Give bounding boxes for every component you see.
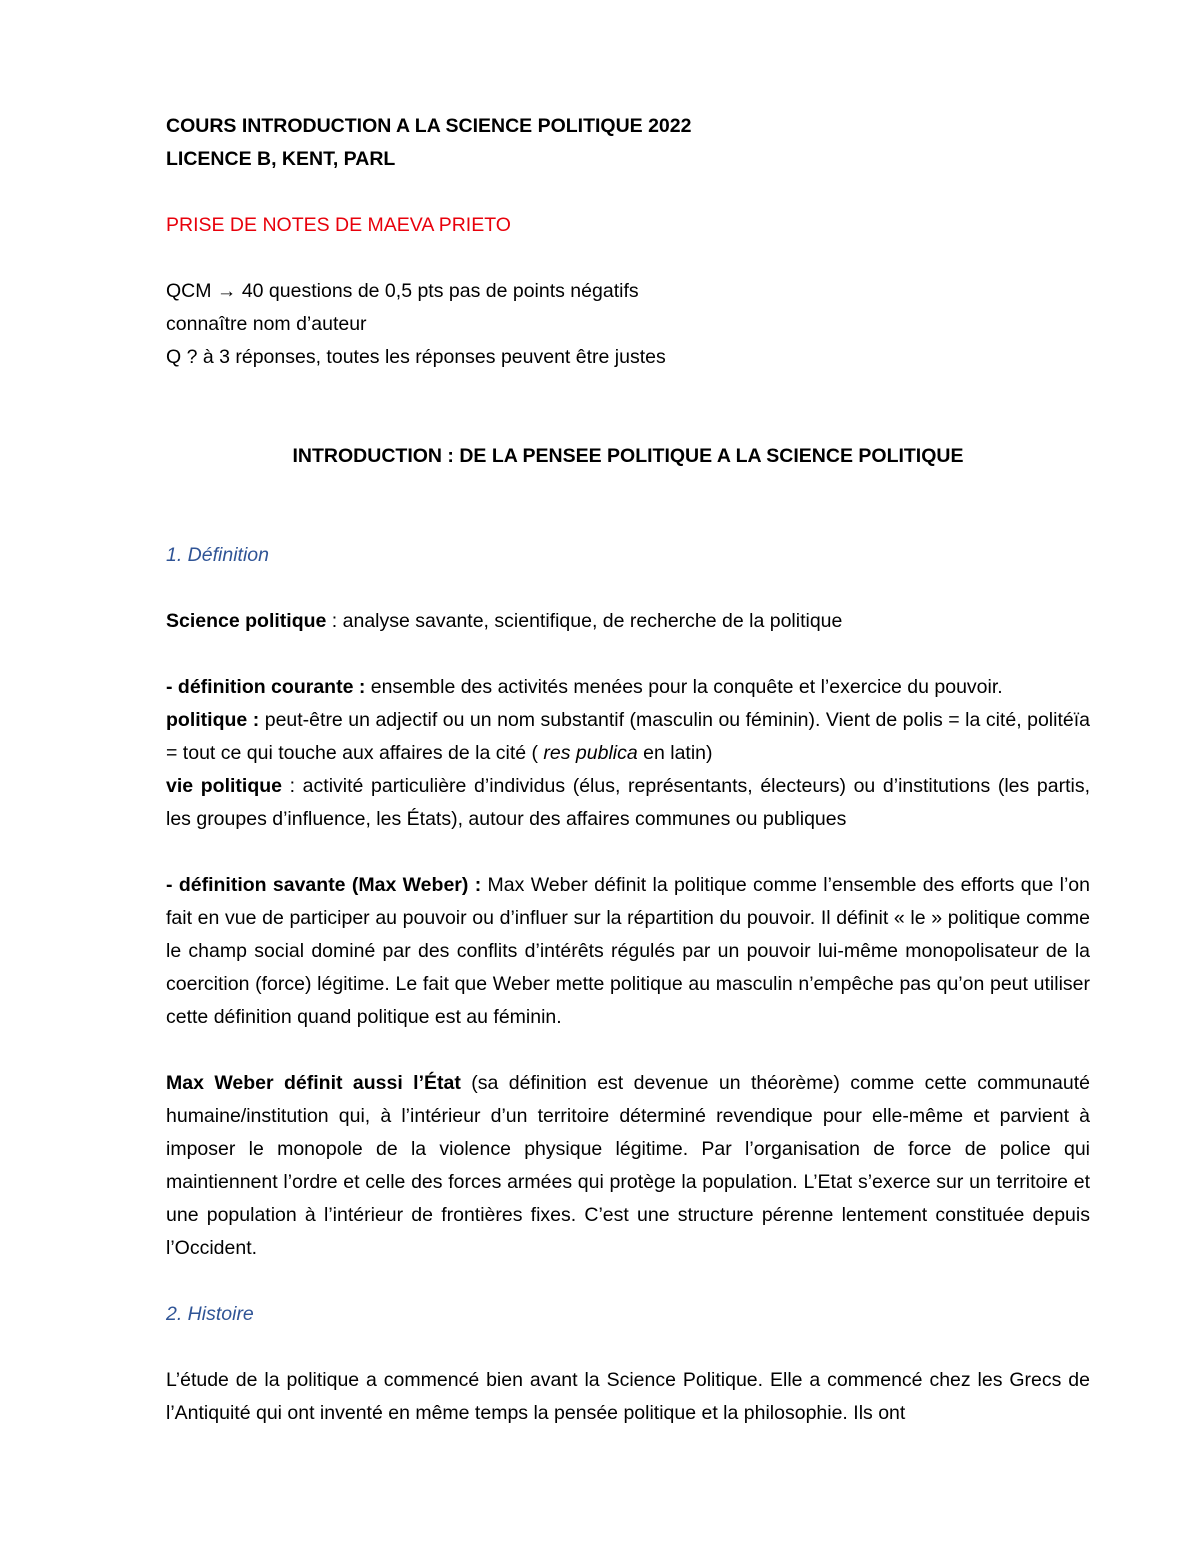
- res-publica-term: res publica: [543, 742, 638, 764]
- politique-term: politique :: [166, 709, 260, 731]
- definition-courante-paragraph: [166, 671, 1090, 836]
- course-title: COURS INTRODUCTION A LA SCIENCE POLITIQUE 2022: [166, 115, 692, 137]
- notes-author-line: PRISE DE NOTES DE MAEVA PRIETO: [166, 214, 511, 236]
- section-heading-histoire: 2. Histoire: [166, 1303, 254, 1325]
- introduction-title: INTRODUCTION : DE LA PENSEE POLITIQUE A LA SCIENCE POLITIQUE: [292, 445, 964, 467]
- exam-line-3: Q ? à 3 réponses, toutes les réponses peuvent être justes: [166, 346, 666, 368]
- histoire-paragraph: L’étude de la politique a commencé bien avant la Science Politique. Elle a commencé chez les Grecs de l’Antiquité qui ont inventé en même temps la pensée politique et la philosophie. Ils ont: [166, 1369, 1090, 1424]
- politique-definition-a: peut-être un adjectif ou un nom substantif (masculin ou féminin). Vient de polis = la cité, politéïa = tout ce qui touche aux affaires de la cité (: [166, 709, 1090, 764]
- politique-definition-b: en latin): [637, 742, 713, 764]
- science-politique-term: Science politique: [166, 610, 327, 632]
- definition-courante-term: - définition courante :: [166, 676, 366, 698]
- etat-paragraph: [166, 1067, 1090, 1265]
- vie-politique-term: vie politique: [166, 775, 282, 797]
- exam-line-1: QCM → 40 questions de 0,5 pts pas de points négatifs: [166, 280, 639, 302]
- definition-savante-text: Max Weber définit la politique comme l’ensemble des efforts que l’on fait en vue de participer au pouvoir ou d’influer sur la répartition du pouvoir. Il définit « le » politique comme le champ social dominé par des conflits d’intérêts régulés par un pouvoir lui-même monopolisateur de la coercition (force) légitime. Le fait que Weber mette politique au masculin n’empêche pas qu’on peut utiliser cette définition quand politique est au féminin.: [166, 874, 1090, 1028]
- course-subtitle: LICENCE B, KENT, PARL: [166, 148, 396, 170]
- etat-definition: (sa définition est devenue un théorème) comme cette communauté humaine/institution qui, à l’intérieur d’un territoire déterminé revendique pour elle-même et parvient à imposer le monopole de la violence physique légitime. Par l’organisation de force de police qui maintiennent l’ordre et celle des forces armées qui protège la population. L’Etat s’exerce sur un territoire et une population à l’intérieur de frontières fixes. C’est une structure pérenne lentement constituée depuis l’Occident.: [166, 1072, 1090, 1259]
- section-heading-definition: 1. Définition: [166, 544, 269, 566]
- vie-politique-definition: : activité particulière d’individus (élus, représentants, électeurs) ou d’institutions (les partis, les groupes d’influence, les États), autour des affaires communes ou publiques: [166, 775, 1090, 830]
- definition-savante-paragraph: [166, 869, 1090, 1034]
- definition-courante-text: ensemble des activités menées pour la conquête et l’exercice du pouvoir.: [365, 676, 1003, 698]
- document-page: [166, 110, 1090, 1430]
- definition-savante-term: - définition savante (Max Weber) :: [166, 874, 482, 896]
- science-politique-definition: : analyse savante, scientifique, de recherche de la politique: [326, 610, 843, 632]
- science-politique-paragraph: [166, 605, 1090, 638]
- exam-line-2: connaître nom d’auteur: [166, 313, 367, 335]
- etat-term: Max Weber définit aussi l’État: [166, 1072, 461, 1094]
